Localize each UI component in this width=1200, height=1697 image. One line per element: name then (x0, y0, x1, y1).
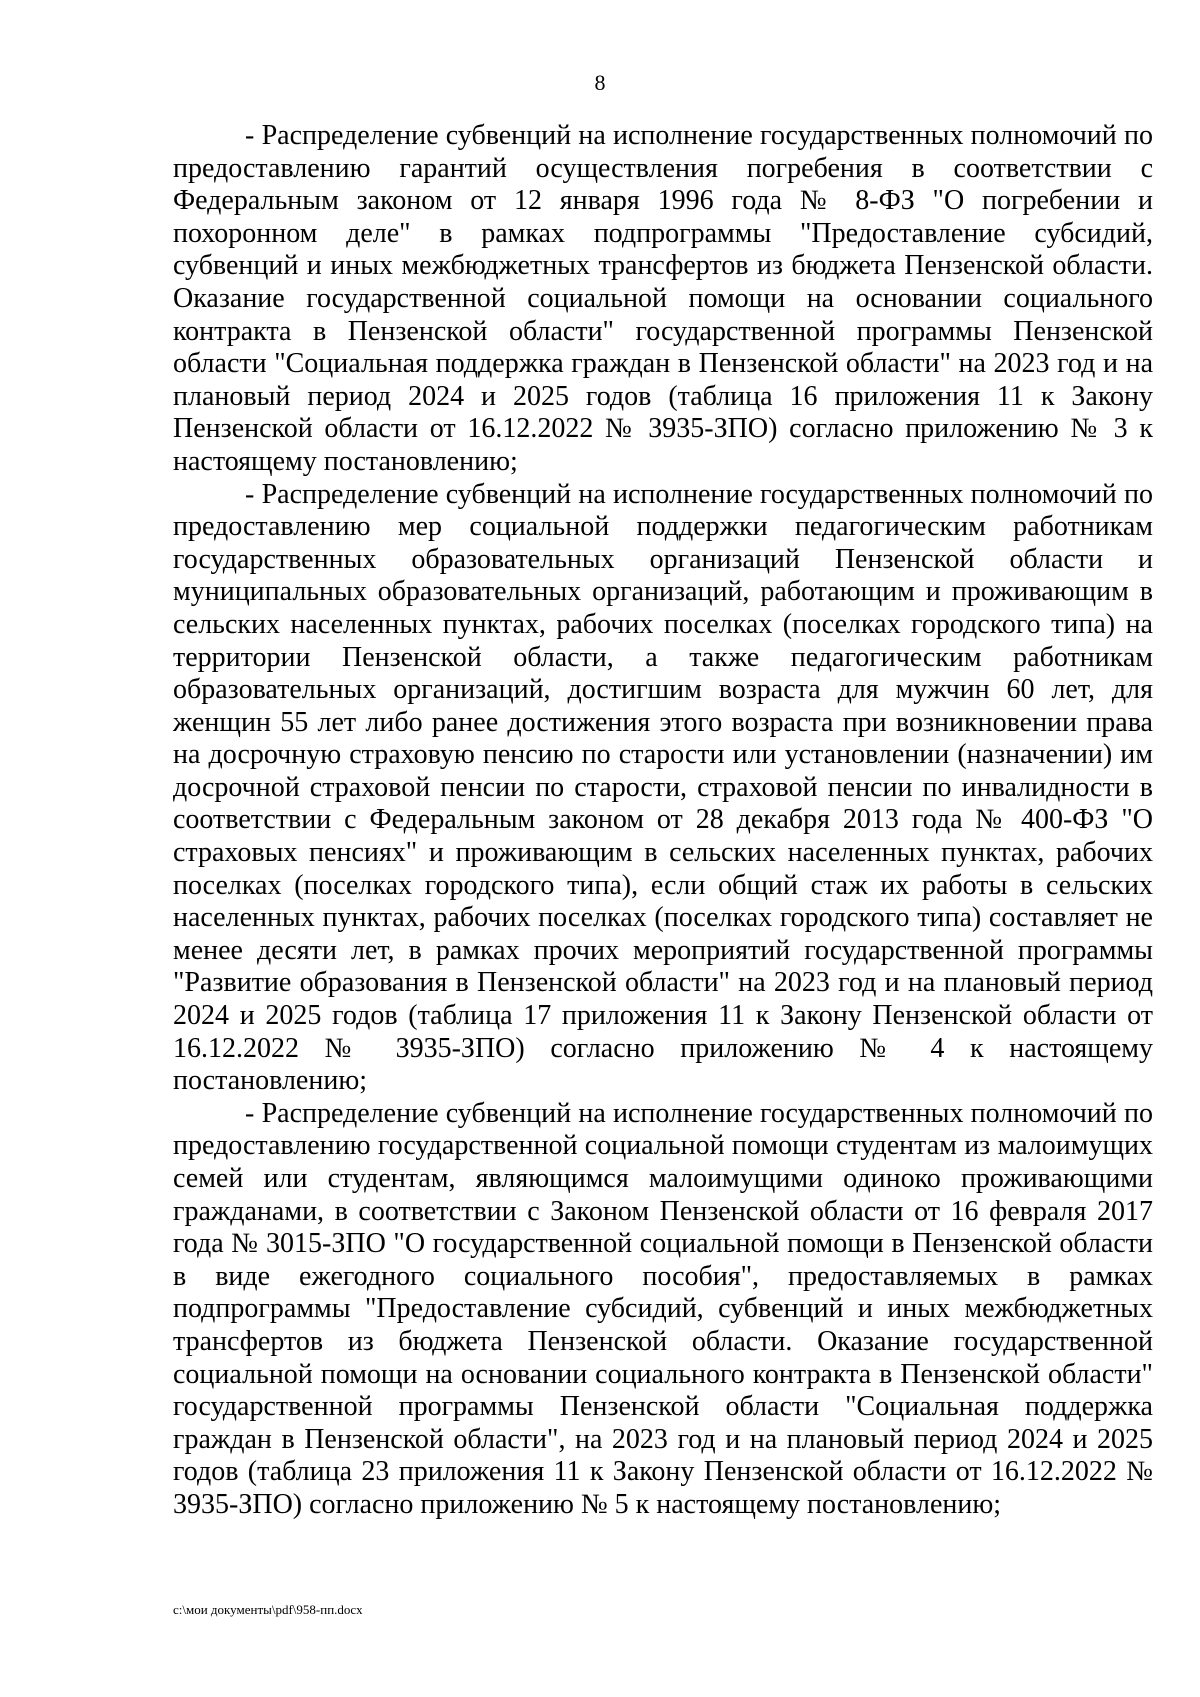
paragraph-subvention-teachers: - Распределение субвенций на исполнение государственных полномочий по предоставлению мер социальной поддержки педагогическим работникам государственных образовательных организаций Пензенской области и муниципальных образовательных организаций, работающим и проживающим в сельских населенных пунктах, рабочих поселках (поселках городского типа) на территории Пензенской области, а также педагогическим работникам образовательных организаций, достигшим возраста для мужчин 60 лет, для женщин 55 лет либо ранее достижения этого возраста при возникновении права на досрочную страховую пенсию по старости или установлении (назначении) им досрочной страховой пенсии по старости, страховой пенсии по инвалидности в соответствии с Федеральным законом от 28 декабря 2013 года № 400-ФЗ "О страховых пенсиях" и проживающим в сельских населенных пунктах, рабочих поселках (поселках городского типа), если общий стаж их работы в сельских населенных пунктах, рабочих поселках (поселках городского типа) составляет не менее десяти лет, в рамках прочих мероприятий государственной программы "Развитие образования в Пензенской области" на 2023 год и на плановый период 2024 и 2025 годов (таблица 17 приложения 11 к Закону Пензенской области от 16.12.2022 № 3935-ЗПО) согласно приложению № 4 к настоящему постановлению; (173, 478, 1153, 1097)
footer-file-path: c:\мои документы\pdf\958-пп.docx (173, 1602, 363, 1617)
document-body (173, 120, 1153, 1522)
paragraph-subvention-students: - Распределение субвенций на исполнение государственных полномочий по предоставлению государственной социальной помощи студентам из малоимущих семей или студентам, являющимся малоимущими одиноко проживающими гражданами, в соответствии с Законом Пензенской области от 16 февраля 2017 года № 3015-ЗПО "О государственной социальной помощи в Пензенской области в виде ежегодного социального пособия", предоставляемых в рамках подпрограммы "Предоставление субсидий, субвенций и иных межбюджетных трансфертов из бюджета Пензенской области. Оказание государственной социальной помощи на основании социального контракта в Пензенской области" государственной программы Пензенской области "Социальная поддержка граждан в Пензенской области", на 2023 год и на плановый период 2024 и 2025 годов (таблица 23 приложения 11 к Закону Пензенской области от 16.12.2022 № 3935-ЗПО) согласно приложению № 5 к настоящему постановлению; (173, 1097, 1153, 1520)
paragraph-subvention-burial: - Распределение субвенций на исполнение государственных полномочий по предоставлению гарантий осуществления погребения в соответствии с Федеральным законом от 12 января 1996 года № 8-ФЗ "О погребении и похоронном деле" в рамках подпрограммы "Предоставление субсидий, субвенций и иных межбюджетных трансфертов из бюджета Пензенской области. Оказание государственной социальной помощи на основании социального контракта в Пензенской области" государственной программы Пензенской области "Социальная поддержка граждан в Пензенской области" на 2023 год и на плановый период 2024 и 2025 годов (таблица 16 приложения 11 к Закону Пензенской области от 16.12.2022 № 3935-ЗПО) согласно приложению № 3 к настоящему постановлению; (173, 120, 1153, 477)
page-number: 8 (594, 70, 606, 95)
